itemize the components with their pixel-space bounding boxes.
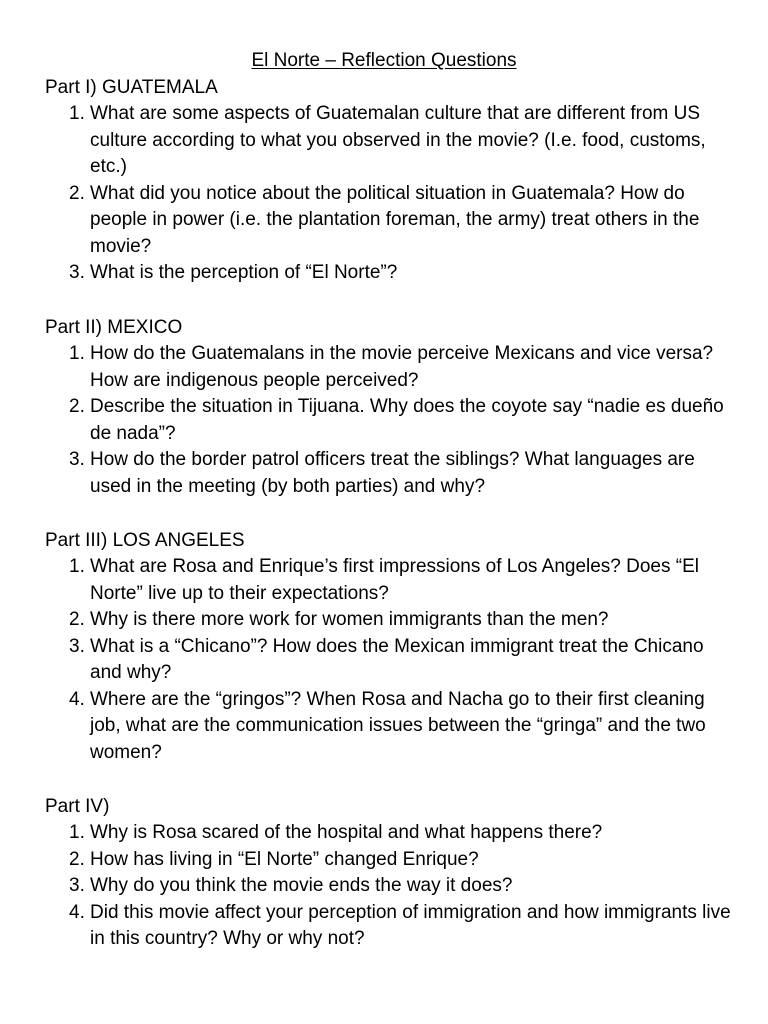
question-text: What are some aspects of Guatemalan culture that are different from US culture according to what you observed in the movie? (I.e. food, customs, etc.)	[90, 103, 706, 177]
document-title: El Norte – Reflection Questions	[251, 50, 517, 71]
question-item	[45, 101, 735, 181]
question-item	[45, 607, 735, 634]
question-item	[45, 847, 735, 874]
question-text: How do the border patrol officers treat the siblings? What languages are used in the meeting (by both parties) and why?	[90, 449, 695, 497]
question-list	[45, 341, 735, 500]
question-text: What did you notice about the political situation in Guatemala? How do people in power (i.e. the plantation foreman, the army) treat others in the movie?	[90, 182, 700, 257]
question-text: What is a “Chicano”? How does the Mexican immigrant treat the Chicano and why?	[90, 635, 704, 683]
question-number: 3.	[69, 449, 85, 470]
question-number: 2.	[69, 182, 85, 204]
question-item	[45, 873, 735, 900]
question-list	[45, 820, 735, 953]
section-part-4	[45, 793, 735, 953]
question-number: 3.	[69, 875, 85, 896]
question-number: 1.	[69, 103, 85, 124]
question-item	[45, 820, 735, 847]
question-text: Why is Rosa scared of the hospital and what happens there?	[90, 822, 603, 843]
question-text: Describe the situation in Tijuana. Why does the coyote say “nadie es dueño de nada”?	[90, 396, 724, 444]
question-text: How has living in “El Norte” changed Enrique?	[90, 848, 479, 870]
question-item	[45, 687, 735, 767]
section-part-1	[45, 74, 735, 287]
section-heading: Part III) LOS ANGELES	[45, 530, 245, 551]
question-item	[45, 554, 735, 607]
question-number: 1.	[69, 822, 85, 843]
question-number: 1.	[69, 556, 85, 577]
section-heading: Part I) GUATEMALA	[45, 77, 218, 98]
question-number: 3.	[69, 635, 85, 657]
question-item	[45, 634, 735, 687]
question-item	[45, 181, 735, 261]
question-number: 2.	[69, 396, 85, 417]
question-list	[45, 101, 735, 287]
question-text: How do the Guatemalans in the movie perceive Mexicans and vice versa? How are indigenous people perceived?	[90, 343, 714, 391]
question-text: What are Rosa and Enrique’s first impressions of Los Angeles? Does “El Norte” live up to their expectations?	[90, 556, 700, 604]
question-list	[45, 554, 735, 766]
question-number: 3.	[69, 262, 85, 283]
question-number: 1.	[69, 343, 85, 364]
question-item	[45, 341, 735, 394]
question-text: Why is there more work for women immigrants than the men?	[90, 609, 609, 630]
question-number: 4.	[69, 901, 85, 923]
question-item	[45, 394, 735, 447]
question-text: What is the perception of “El Norte”?	[90, 262, 398, 283]
section-part-2	[45, 314, 735, 500]
section-part-3	[45, 527, 735, 766]
question-item	[45, 900, 735, 953]
question-item	[45, 447, 735, 500]
question-number: 2.	[69, 848, 85, 870]
question-number: 2.	[69, 609, 85, 630]
question-text: Did this movie affect your perception of immigration and how immigrants live in this country? Why or why not?	[90, 901, 731, 949]
section-heading: Part II) MEXICO	[45, 317, 183, 338]
question-item	[45, 260, 735, 287]
section-heading: Part IV)	[45, 796, 110, 817]
question-text: Why do you think the movie ends the way it does?	[90, 875, 513, 896]
question-number: 4.	[69, 688, 85, 710]
question-text: Where are the “gringos”? When Rosa and Nacha go to their first cleaning job, what are the communication issues between the “gringa” and the two women?	[90, 688, 706, 763]
